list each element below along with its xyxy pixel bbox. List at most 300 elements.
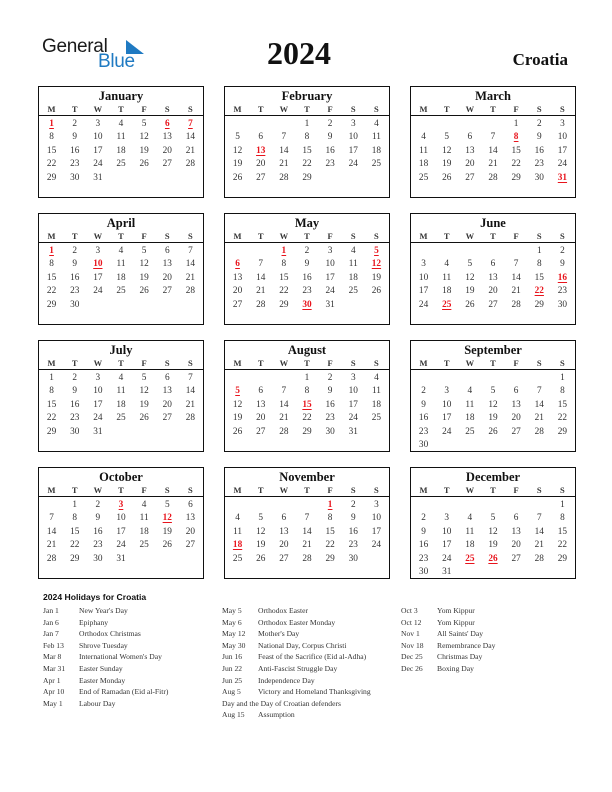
day-cell: 23 [93, 540, 103, 551]
weekday-label: T [443, 231, 450, 241]
day-cell: 2 [327, 119, 333, 129]
day-cell: 28 [279, 172, 289, 183]
weekday-label: T [71, 485, 78, 495]
day-cell: 12 [256, 526, 266, 537]
day-cell: 19 [442, 159, 452, 170]
month-name: March [475, 89, 511, 103]
empty-cell [226, 118, 249, 131]
weekday-label: S [164, 358, 170, 368]
day-cell: 25 [116, 159, 126, 170]
empty-cell [505, 372, 528, 385]
day-cell: 20 [162, 399, 172, 410]
weekday-label: F [141, 485, 147, 495]
day-cell: 23 [70, 286, 80, 297]
day-cell: 25 [139, 540, 149, 551]
weekday-label: T [443, 358, 450, 368]
weekday-label: T [443, 485, 450, 495]
month-november [224, 467, 390, 579]
holiday-date: Oct 12 [401, 617, 422, 627]
day-grid [411, 372, 575, 452]
holiday-name: Boxing Day [437, 663, 474, 673]
day-cell: 7 [188, 373, 193, 383]
holiday-day-cell: 30 [302, 299, 312, 310]
day-cell: 11 [116, 132, 126, 143]
day-cell: 20 [488, 286, 498, 297]
weekday-label: M [233, 231, 242, 241]
day-cell: 8 [304, 132, 310, 143]
weekday-label: W [93, 358, 103, 368]
day-cell: 4 [467, 513, 473, 524]
day-cell: 4 [235, 513, 240, 524]
day-cell: 22 [325, 540, 335, 551]
day-cell: 30 [348, 553, 358, 564]
empty-cell [272, 118, 295, 131]
weekday-label: T [490, 485, 496, 495]
day-cell: 13 [162, 132, 172, 143]
holiday-day-cell: 5 [374, 246, 379, 256]
day-cell: 21 [279, 159, 289, 170]
day-cell: 15 [557, 526, 568, 537]
day-cell: 24 [348, 159, 358, 170]
month-june [410, 213, 576, 325]
holidays-column [43, 605, 168, 709]
day-cell: 17 [418, 286, 429, 297]
day-cell: 3 [374, 500, 379, 510]
holiday-name: Day and the Day of Croatian defenders [222, 698, 341, 708]
empty-cell [458, 499, 481, 512]
month-december [410, 467, 576, 579]
day-cell: 22 [557, 413, 568, 424]
day-cell: 10 [418, 272, 429, 283]
day-cell: 9 [72, 259, 78, 270]
holiday-name: Shrove Tuesday [79, 640, 128, 650]
day-cell: 27 [256, 172, 266, 183]
day-cell: 7 [258, 259, 264, 270]
day-cell: 5 [235, 132, 240, 143]
month-february [224, 86, 390, 198]
day-cell: 2 [72, 119, 78, 129]
weekday-label: S [536, 231, 542, 241]
holiday-day-cell: 18 [232, 540, 243, 551]
day-cell: 23 [325, 413, 335, 424]
day-cell: 4 [118, 246, 124, 256]
country-label: Croatia [512, 50, 568, 69]
weekday-header [411, 485, 575, 497]
day-cell: 11 [419, 145, 429, 156]
weekday-label: M [419, 485, 428, 495]
day-cell: 16 [70, 272, 80, 283]
day-cell: 20 [162, 272, 172, 283]
day-cell: 23 [418, 426, 429, 437]
day-cell: 2 [421, 386, 426, 397]
day-cell: 23 [557, 286, 568, 297]
holiday-date: Feb 13 [43, 640, 64, 650]
day-cell: 19 [139, 272, 149, 283]
day-cell: 7 [536, 513, 542, 524]
day-cell: 8 [49, 132, 54, 143]
month-name: April [106, 216, 136, 230]
day-cell: 18 [371, 399, 382, 410]
holiday-day-cell: 12 [162, 513, 172, 524]
day-cell: 6 [281, 513, 287, 524]
day-cell: 18 [116, 399, 126, 410]
day-cell: 9 [95, 513, 101, 524]
holiday-name: Easter Monday [79, 675, 126, 685]
day-cell: 14 [256, 272, 266, 283]
day-cell: 28 [534, 426, 544, 437]
holiday-row [222, 686, 371, 698]
weekday-label: T [118, 104, 124, 114]
day-cell: 18 [465, 413, 475, 424]
day-cell: 25 [232, 553, 243, 564]
day-cell: 31 [442, 566, 452, 577]
day-cell: 12 [139, 386, 149, 397]
weekday-label: T [490, 104, 496, 114]
day-cell: 15 [46, 272, 57, 283]
holiday-row [222, 628, 371, 640]
day-cell: 3 [444, 513, 450, 524]
holiday-day-cell: 6 [235, 259, 240, 270]
day-cell: 26 [139, 159, 149, 170]
holiday-day-cell: 5 [235, 386, 240, 397]
page-title-year: 2024 [267, 35, 331, 71]
day-cell: 20 [232, 286, 243, 297]
day-cell: 17 [93, 399, 103, 410]
day-cell: 19 [465, 286, 475, 297]
holiday-date: Jun 25 [222, 675, 243, 685]
day-cell: 28 [511, 299, 521, 310]
holiday-name: Remembrance Day [437, 640, 496, 650]
weekday-header [39, 358, 203, 370]
month-name: September [464, 343, 522, 357]
day-cell: 27 [511, 426, 521, 437]
empty-cell [226, 245, 249, 258]
day-cell: 2 [304, 246, 310, 256]
day-cell: 23 [348, 540, 358, 551]
day-cell: 21 [185, 272, 196, 283]
day-grid [411, 118, 575, 185]
empty-cell [528, 499, 551, 512]
weekday-label: T [118, 358, 124, 368]
day-cell: 11 [465, 526, 475, 537]
day-cell: 18 [116, 145, 126, 156]
holiday-day-cell: 1 [327, 500, 333, 510]
holiday-date: May 30 [222, 640, 246, 650]
day-cell: 2 [327, 373, 333, 383]
weekday-label: F [327, 485, 333, 495]
day-cell: 12 [232, 399, 243, 410]
weekday-label: S [188, 358, 193, 368]
logo-word-general: General [42, 36, 108, 57]
holiday-row [401, 628, 495, 640]
weekday-label: W [279, 231, 289, 241]
day-cell: 30 [325, 426, 335, 437]
day-cell: 15 [279, 272, 289, 283]
day-cell: 16 [302, 272, 312, 283]
day-cell: 5 [141, 373, 147, 383]
holiday-date: Aug 5 [222, 687, 241, 697]
holiday-row [222, 640, 371, 652]
day-cell: 18 [116, 272, 126, 283]
holiday-name: Assumption [258, 710, 295, 720]
day-cell: 3 [350, 119, 356, 129]
day-cell: 19 [488, 413, 498, 424]
holiday-row [43, 686, 168, 698]
day-cell: 25 [371, 159, 382, 170]
day-cell: 14 [185, 386, 196, 397]
day-cell: 3 [95, 246, 101, 256]
day-cell: 3 [421, 259, 426, 270]
empty-cell [249, 372, 272, 385]
day-cell: 15 [46, 399, 57, 410]
day-cell: 28 [488, 172, 498, 183]
day-cell: 6 [513, 386, 519, 397]
weekday-header [411, 104, 575, 116]
day-cell: 17 [93, 145, 103, 156]
weekday-label: S [350, 104, 356, 114]
day-cell: 6 [188, 500, 193, 510]
day-cell: 16 [93, 526, 103, 537]
holiday-row [43, 605, 168, 617]
day-cell: 13 [162, 259, 172, 270]
day-cell: 16 [418, 413, 429, 424]
day-cell: 27 [162, 286, 172, 297]
weekday-label: M [419, 231, 428, 241]
day-cell: 26 [232, 426, 243, 437]
holiday-date: Jan 6 [43, 617, 59, 627]
month-name: July [109, 343, 133, 357]
month-name: January [98, 89, 144, 103]
day-cell: 20 [256, 413, 266, 424]
day-cell: 15 [46, 145, 57, 156]
weekday-header [225, 104, 389, 116]
day-cell: 2 [350, 500, 356, 510]
day-cell: 30 [534, 172, 544, 183]
day-cell: 11 [116, 386, 126, 397]
day-cell: 8 [327, 513, 333, 524]
holiday-row [222, 605, 371, 617]
day-cell: 4 [350, 246, 356, 256]
day-cell: 4 [374, 373, 379, 383]
day-cell: 12 [232, 145, 243, 156]
empty-cell [412, 372, 435, 385]
day-cell: 2 [72, 373, 78, 383]
day-cell: 4 [118, 373, 124, 383]
day-cell: 27 [232, 299, 243, 310]
day-cell: 11 [465, 399, 475, 410]
empty-cell [412, 499, 435, 512]
day-cell: 10 [348, 132, 358, 143]
day-cell: 15 [70, 526, 80, 537]
day-grid [39, 245, 203, 312]
holiday-row [222, 698, 371, 710]
day-cell: 11 [442, 272, 452, 283]
day-cell: 6 [467, 132, 473, 143]
holiday-name: New Year's Day [79, 606, 128, 615]
day-cell: 15 [511, 145, 521, 156]
weekday-label: T [71, 358, 78, 368]
day-cell: 24 [116, 540, 126, 551]
holiday-day-cell: 31 [557, 172, 568, 183]
day-cell: 4 [467, 386, 473, 397]
day-grid [225, 499, 389, 566]
day-cell: 17 [442, 540, 452, 551]
holiday-name: Victory and Homeland Thanksgiving [258, 687, 371, 697]
day-cell: 16 [534, 145, 544, 156]
day-cell: 8 [72, 513, 78, 524]
empty-cell [528, 372, 551, 385]
day-cell: 4 [118, 119, 124, 129]
day-cell: 9 [536, 132, 542, 143]
weekday-label: M [419, 104, 428, 114]
day-cell: 27 [465, 172, 475, 183]
holiday-name: Easter Sunday [79, 663, 123, 673]
day-cell: 28 [279, 426, 289, 437]
day-cell: 17 [325, 272, 335, 283]
day-cell: 29 [557, 426, 568, 437]
day-cell: 19 [256, 540, 266, 551]
day-cell: 26 [488, 426, 498, 437]
weekday-label: M [233, 104, 242, 114]
month-name: August [287, 343, 327, 357]
day-cell: 1 [560, 373, 565, 383]
day-cell: 14 [511, 272, 521, 283]
day-grid [39, 118, 203, 185]
day-cell: 14 [279, 399, 289, 410]
day-cell: 30 [70, 426, 80, 437]
weekday-label: T [490, 231, 496, 241]
empty-cell [226, 372, 249, 385]
weekday-label: W [93, 104, 103, 114]
day-cell: 11 [116, 259, 126, 270]
day-cell: 20 [511, 540, 521, 551]
empty-cell [481, 372, 504, 385]
day-cell: 9 [421, 399, 426, 410]
weekday-header [39, 231, 203, 243]
day-cell: 7 [188, 246, 193, 256]
day-cell: 30 [70, 299, 80, 310]
day-cell: 10 [93, 132, 103, 143]
day-cell: 22 [46, 413, 57, 424]
day-cell: 12 [139, 132, 149, 143]
holiday-row [222, 675, 371, 687]
holidays-title: 2024 Holidays for Croatia [43, 592, 147, 602]
day-cell: 1 [304, 119, 310, 129]
holiday-day-cell: 25 [442, 299, 452, 310]
weekday-label: F [513, 358, 519, 368]
holiday-day-cell: 6 [164, 119, 170, 129]
day-cell: 30 [70, 172, 80, 183]
day-cell: 16 [348, 526, 358, 537]
holiday-name: International Women's Day [79, 652, 162, 662]
day-cell: 7 [281, 132, 287, 143]
weekday-label: F [327, 104, 333, 114]
day-cell: 29 [46, 426, 57, 437]
weekday-label: W [465, 358, 475, 368]
day-cell: 27 [185, 540, 196, 551]
day-grid [225, 118, 389, 185]
empty-cell [435, 118, 458, 131]
day-cell: 6 [164, 246, 170, 256]
holiday-name: Orthodox Easter Monday [258, 617, 336, 627]
day-cell: 11 [139, 513, 149, 524]
day-cell: 12 [488, 399, 498, 410]
day-cell: 26 [442, 172, 452, 183]
day-cell: 21 [279, 413, 289, 424]
weekday-label: S [374, 231, 379, 241]
day-cell: 16 [70, 145, 80, 156]
day-cell: 26 [256, 553, 266, 564]
holiday-name: Mother's Day [258, 629, 300, 639]
weekday-label: F [513, 104, 519, 114]
day-cell: 31 [93, 426, 103, 437]
empty-cell [412, 245, 435, 258]
day-cell: 30 [93, 553, 103, 564]
holiday-name: All Saints' Day [437, 629, 484, 639]
day-cell: 1 [560, 500, 565, 510]
day-cell: 27 [279, 553, 289, 564]
holiday-date: Dec 26 [401, 663, 423, 673]
holiday-row [401, 651, 495, 663]
day-cell: 15 [557, 399, 568, 410]
weekday-label: W [279, 104, 289, 114]
day-cell: 29 [46, 172, 57, 183]
day-cell: 10 [442, 526, 452, 537]
weekday-label: W [93, 231, 103, 241]
empty-cell [481, 245, 504, 258]
day-cell: 24 [348, 413, 358, 424]
weekday-label: T [443, 104, 450, 114]
weekday-label: T [257, 485, 264, 495]
day-cell: 19 [162, 526, 172, 537]
weekday-label: F [327, 358, 333, 368]
day-cell: 7 [281, 386, 287, 397]
day-cell: 2 [95, 500, 101, 510]
day-cell: 5 [164, 500, 170, 510]
day-cell: 24 [371, 540, 382, 551]
day-cell: 24 [442, 553, 452, 564]
holiday-day-cell: 1 [49, 246, 54, 256]
holiday-name: Epiphany [79, 617, 109, 627]
day-cell: 23 [70, 159, 80, 170]
day-cell: 20 [465, 159, 475, 170]
weekday-label: F [141, 358, 147, 368]
day-cell: 20 [511, 413, 521, 424]
day-cell: 23 [534, 159, 544, 170]
weekday-label: S [350, 358, 356, 368]
weekday-header [411, 358, 575, 370]
day-cell: 21 [46, 540, 57, 551]
holiday-name: National Day, Corpus Christi [258, 640, 347, 650]
month-name: November [279, 470, 335, 484]
weekday-label: S [164, 485, 170, 495]
holiday-day-cell: 26 [488, 553, 498, 564]
day-cell: 7 [513, 259, 519, 270]
weekday-label: M [47, 485, 56, 495]
day-cell: 14 [185, 259, 196, 270]
day-cell: 21 [256, 286, 266, 297]
empty-cell [272, 499, 295, 512]
day-cell: 13 [162, 386, 172, 397]
weekday-label: M [233, 358, 242, 368]
holiday-date: Jan 1 [43, 606, 59, 615]
weekday-label: T [118, 231, 124, 241]
day-cell: 23 [70, 413, 80, 424]
day-cell: 10 [557, 132, 568, 143]
day-cell: 22 [279, 286, 289, 297]
holiday-day-cell: 22 [534, 286, 544, 297]
day-cell: 21 [185, 145, 196, 156]
